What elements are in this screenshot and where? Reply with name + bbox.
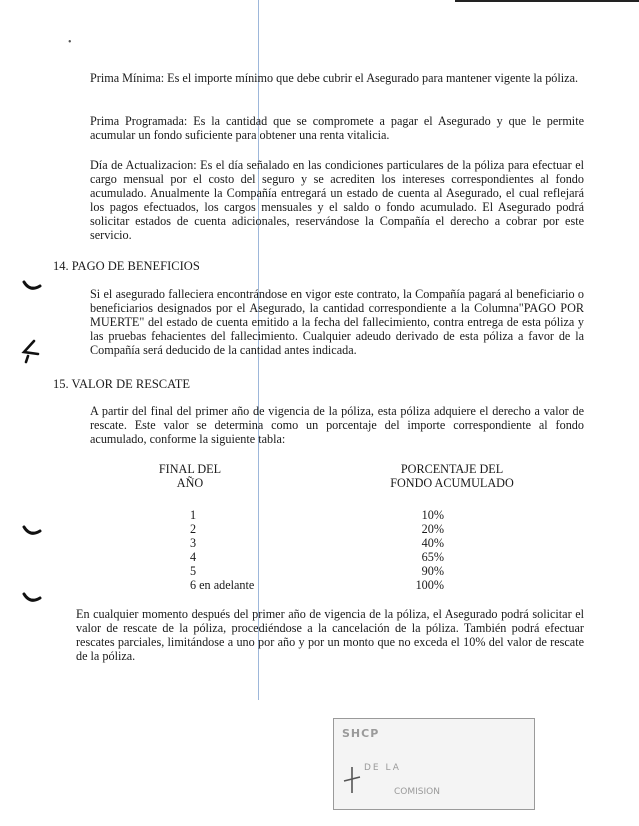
table-cell-percent: 10% (421, 508, 444, 522)
table-cell-year: 4 (190, 550, 197, 564)
table-cell-year: 2 (190, 522, 197, 536)
table-cell-percent: 90% (421, 564, 444, 578)
section-14-text: Si el asegurado falleciera encontrándose en vigor este contrato, la Compañía pagará al beneficiario o beneficiarios designados por el Asegurado, la cantidad correspondiente a la Columna"PAGO POR MUERTE" del estado de cuenta emitido a la fecha del fallecimiento, contra entrega de esta póliza y las pruebas fehacientes del fallecimiento. Cualquier adeudo derivado de esta póliza a favor de la Compañía será deducido de la cantidad antes indicada. (90, 287, 584, 357)
stamp-text-middle: DE LA (364, 763, 401, 773)
table-cell-year: 6 en adelante (190, 578, 255, 592)
table-cell-percent: 20% (421, 522, 444, 536)
section-15-closing: En cualquier momento después del primer año de vigencia de la póliza, el Asegurado podrá solicitar el valor de rescate de la póliza, procediéndose a la cancelación de la póliza. También podrá efectuar rescates parciales, limitándose a uno por año y por un monto que no exceda el 10% del valor de rescate de la póliza. (76, 607, 584, 663)
table-header-year-line1: FINAL DEL (158, 462, 222, 476)
signature-mark-icon (342, 765, 362, 800)
table-header-percent-line1: PORCENTAJE DEL (400, 462, 504, 476)
table-cell-percent: 40% (421, 536, 444, 550)
margin-check-mark-icon (22, 278, 42, 296)
page-speck: • (68, 37, 72, 48)
section-14-heading: 14. PAGO DE BENEFICIOS (53, 259, 200, 273)
table-cell-percent: 65% (421, 550, 444, 564)
table-header-percent-line2: FONDO ACUMULADO (390, 476, 514, 490)
margin-check-mark-icon (22, 523, 42, 541)
section-15-intro: A partir del final del primer año de vigencia de la póliza, esta póliza adquiere el derecho a valor de rescate. Este valor se determina como un porcentaje del importe correspondiente al fondo acumulado, conforme la siguiente tabla: (90, 404, 584, 446)
stamp-text-bottom: COMISION (394, 787, 440, 797)
definition-prima-minima: Prima Mínima: Es el importe mínimo que debe cubrir el Asegurado para mantener vigente la póliza. (90, 71, 579, 85)
section-15-heading: 15. VALOR DE RESCATE (53, 377, 191, 391)
table-header-year (140, 462, 240, 490)
definition-dia-actualizacion: Día de Actualizacion: Es el día señalado en las condiciones particulares de la póliza para efectuar el cargo mensual por el costo del seguro y se acrediten los intereses correspondientes al fondo acumulado. Anualmente la Compañía entregará un estado de cuenta al Asegurado, el cual reflejará los pagos efectuados, los cargos mensuales y el saldo o fondo acumulado. El Asegurado podrá solicitar estados de cuenta adicionales, reservándose la Compañía el derecho a cobrar por este servicio. (90, 158, 584, 242)
stamp-text-top: SHCP (342, 727, 380, 740)
table-cell-year: 5 (190, 564, 197, 578)
definition-prima-programada: Prima Programada: Es la cantidad que se compromete a pagar el Asegurado y que le permite acumular un fondo suficiente para obtener una renta vitalicia. (90, 114, 584, 142)
margin-arrow-mark-icon (20, 338, 44, 366)
table-percent-column (400, 508, 444, 592)
table-cell-percent: 100% (415, 578, 444, 592)
table-cell-year: 1 (190, 508, 197, 522)
faded-official-stamp (333, 718, 535, 810)
top-edge-rule (455, 0, 639, 2)
margin-check-mark-icon (22, 590, 42, 608)
table-header-year-line2: AÑO (176, 476, 204, 490)
table-header-percent (372, 462, 532, 490)
table-cell-year: 3 (190, 536, 197, 550)
